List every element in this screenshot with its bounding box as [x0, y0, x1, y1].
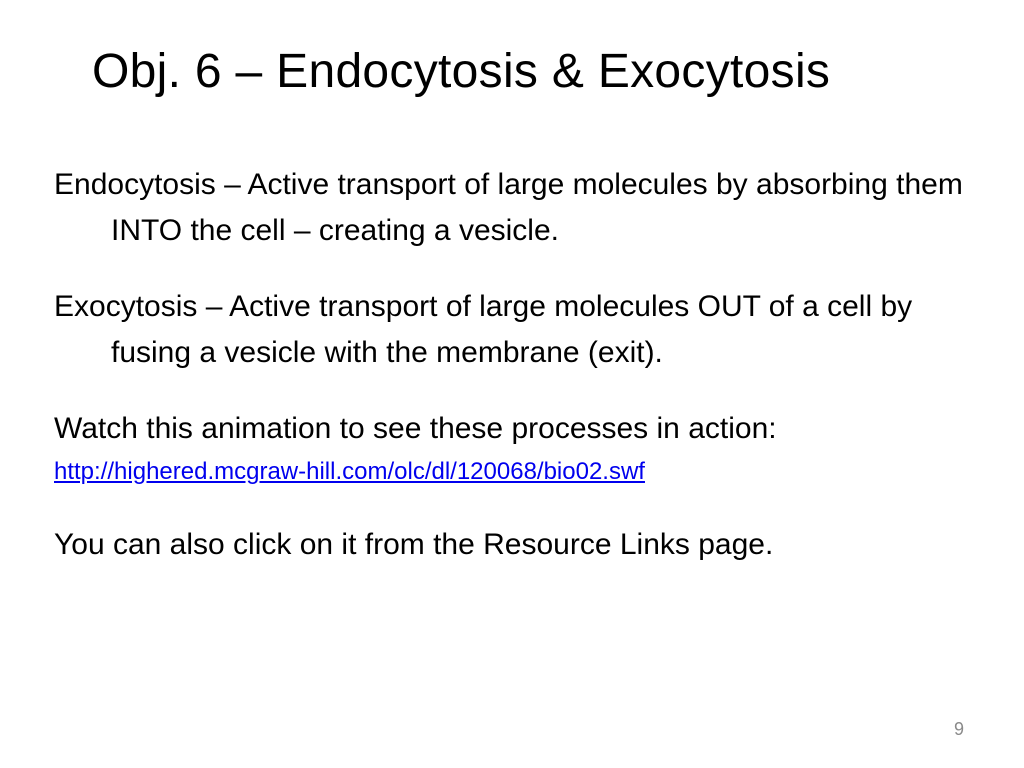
page-number: 9 [953, 719, 964, 739]
slide-title: Obj. 6 – Endocytosis & Exocytosis [92, 45, 831, 98]
slide-body [54, 162, 974, 568]
exocytosis-paragraph: Exocytosis – Active transport of large molecules OUT of a cell by fusing a vesicle with the membrane (exit). [54, 290, 913, 369]
spacer [54, 492, 974, 522]
animation-link[interactable]: http://highered.mcgraw-hill.com/olc/dl/120068/bio02.swf [54, 458, 645, 485]
watch-animation-paragraph: Watch this animation to see these processes in action: [54, 412, 777, 445]
spacer [54, 254, 974, 284]
endocytosis-paragraph: Endocytosis – Active transport of large molecules by absorbing them INTO the cell – creating a vesicle. [54, 168, 963, 247]
spacer [54, 376, 974, 406]
resource-links-paragraph: You can also click on it from the Resource Links page. [54, 528, 774, 561]
